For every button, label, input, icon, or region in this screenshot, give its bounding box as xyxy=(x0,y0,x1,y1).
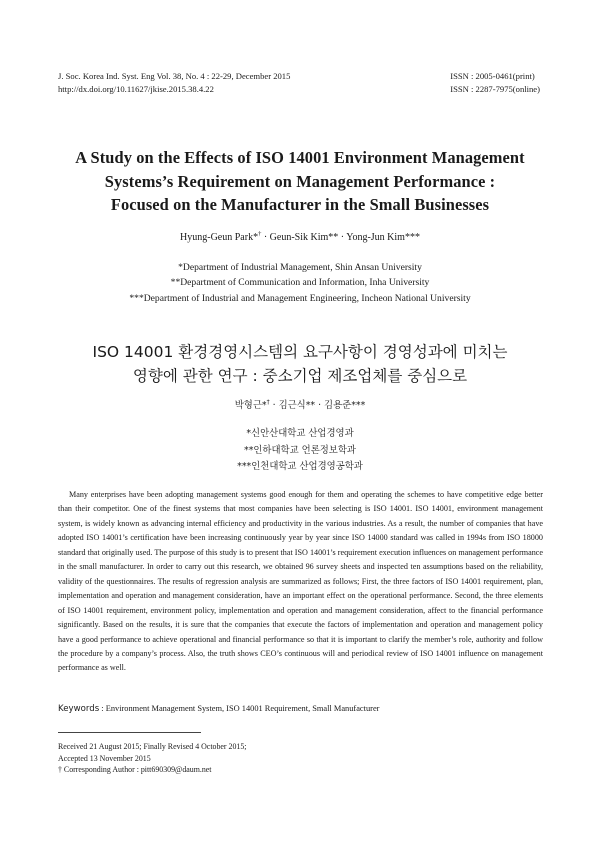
keywords-text: : Environment Management System, ISO 14001 Requirement, Small Manufacturer xyxy=(99,704,380,713)
affiliation-3: ***Department of Industrial and Management Engineering, Incheon National University xyxy=(129,292,471,304)
dagger-mark: † xyxy=(58,765,62,775)
author-2-3: · Geun-Sik Kim** · Yong-Jun Kim*** xyxy=(261,232,420,243)
korean-affiliation-list xyxy=(0,426,600,476)
journal-header-left xyxy=(58,70,290,95)
keywords-line xyxy=(58,704,543,714)
korean-title xyxy=(20,340,580,388)
korean-title-line-1: ISO 14001 환경경영시스템의 요구사항이 경영성과에 미치는 xyxy=(92,343,508,361)
affiliation-list xyxy=(0,260,600,306)
footnote-divider xyxy=(58,732,201,733)
title-line-2: Systems’s Requirement on Management Performance : xyxy=(104,171,496,191)
corresponding-author-email: Corresponding Author : pitt690309@daum.net xyxy=(61,765,212,775)
affiliation-2: **Department of Communication and Information, Inha University xyxy=(170,277,430,289)
keywords-label: Keywords xyxy=(58,704,100,714)
author-1: Hyung-Geun Park* xyxy=(180,232,259,243)
received-date: Received 21 August 2015; Finally Revised 4 October 2015; xyxy=(58,742,247,751)
korean-author-2-3: · 김근식** · 김용준*** xyxy=(269,400,366,411)
korean-author-1: 박형근* xyxy=(234,400,267,411)
doi-link[interactable]: http://dx.doi.org/10.11627/jkise.2015.38.4.22 xyxy=(58,83,214,94)
korean-corresponding-mark: † xyxy=(266,398,270,406)
corresponding-author-note xyxy=(58,764,246,776)
issn-online: ISSN : 2287-7975(online) xyxy=(450,83,540,94)
issn-print: ISSN : 2005-0461(print) xyxy=(450,71,535,81)
affiliation-1: *Department of Industrial Management, Shin Ansan University xyxy=(178,262,422,273)
corresponding-author-mark: † xyxy=(258,230,262,238)
abstract-text: Many enterprises have been adopting management systems good enough for them and operating the schemes to have competitive edge better than their competitor. One of the finest systems that most companies have been selecting is ISO 14001. ISO 14001, environment management system, is widely known as advancing internal efficiency and productivity in the various industries. As a result, the number of companies that have adopted ISO 14001’s certification have been increasing continuously year by year since ISO 14000 standard was called in 1994s from ISO 18000 standard that originally used. The purpose of this study is to present that ISO 14001’s requirement execution influences on management performance in the small manufacturer. In order to carry out this research, we obtained 96 survey sheets and inspected ten assumptions based on the reliability, validity of the questionnaires. The results of regression analysis are summarized as follows; First, the three factors of ISO 14001 requirement, plan, implementation and operation and management consideration, have an important effect on the operational performance. Second, the three elements of ISO 14001 requirement, environment policy, implementation and operation and management consideration, affect to the financial performance significantly. Based on the results, it is sure that the companies that execute the factors of implementation and operation and management policy have a good performance to achieve operational and financial performance so that it is important to clarify the member’s role, authority and follow the procedure by a company’s process. Also, the truth shows CEO’s continuous will and periodical review of ISO 14001 influence on management performance as well. xyxy=(58,490,543,673)
footnotes xyxy=(58,741,246,776)
korean-affiliation-3: ***인천대학교 산업경영공학과 xyxy=(237,461,363,472)
paper-title xyxy=(40,146,560,217)
korean-author-list xyxy=(0,397,600,411)
journal-citation: J. Soc. Korea Ind. Syst. Eng Vol. 38, No. 4 : 22-29, December 2015 xyxy=(58,71,291,81)
korean-title-line-2: 영향에 관한 연구 : 중소기업 제조업체를 중심으로 xyxy=(132,367,468,385)
korean-affiliation-1: *신안산대학교 산업경영과 xyxy=(246,428,354,439)
korean-affiliation-2: **인하대학교 언론정보학과 xyxy=(244,444,356,456)
author-list xyxy=(0,232,600,243)
journal-header-right xyxy=(450,70,540,95)
title-line-1: A Study on the Effects of ISO 14001 Environment Management xyxy=(75,148,525,167)
accepted-date: Accepted 13 November 2015 xyxy=(58,753,151,763)
title-line-3: Focused on the Manufacturer in the Small Businesses xyxy=(110,195,490,214)
